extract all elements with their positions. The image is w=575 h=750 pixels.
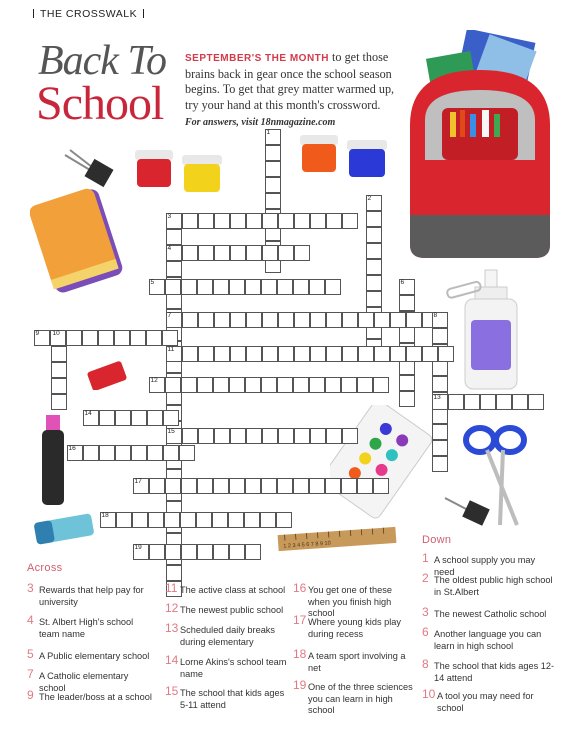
grid-cell[interactable] xyxy=(182,312,198,328)
grid-cell[interactable] xyxy=(197,544,213,560)
grid-cell[interactable] xyxy=(130,330,146,346)
grid-cell[interactable] xyxy=(83,445,99,461)
clue-text: A tool you may need for school xyxy=(437,691,534,713)
clue-number: 3 xyxy=(27,581,34,595)
grid-cell[interactable] xyxy=(366,211,382,227)
clue-text: The active class at school xyxy=(180,585,286,595)
clue-text: The newest Catholic school xyxy=(434,609,547,619)
grid-cell[interactable] xyxy=(214,245,230,261)
grid-cell[interactable] xyxy=(229,377,245,393)
clue-text: The school that kids ages 12-14 attend xyxy=(434,661,555,683)
grid-cell[interactable] xyxy=(166,229,182,245)
grid-cell[interactable] xyxy=(374,346,390,362)
grid-cell[interactable] xyxy=(213,279,229,295)
grid-cell[interactable] xyxy=(149,544,165,560)
clue-text: The leader/boss at a school xyxy=(39,692,152,702)
grid-cell[interactable] xyxy=(373,377,389,393)
grid-cell[interactable] xyxy=(149,478,165,494)
grid-cell[interactable] xyxy=(265,177,281,193)
grid-cell[interactable] xyxy=(496,394,512,410)
grid-cell[interactable] xyxy=(325,279,341,295)
grid-cell[interactable] xyxy=(310,428,326,444)
clue-text: Scheduled daily breaks during elementary xyxy=(180,625,275,647)
grid-cell[interactable] xyxy=(51,394,67,410)
across-clue xyxy=(27,667,152,694)
across-clue xyxy=(293,581,413,620)
clue-text: The oldest public high school in St.Albert xyxy=(434,575,553,597)
grid-cell[interactable] xyxy=(399,391,415,407)
clue-text: Another language you can learn in high school xyxy=(434,629,542,651)
grid-cell[interactable] xyxy=(198,428,214,444)
section-label: THE CROSSWALK xyxy=(40,8,138,20)
grid-number: 3 xyxy=(167,213,172,220)
answers-note: For answers, visit 18nmagazine.com xyxy=(185,117,336,128)
grid-cell[interactable] xyxy=(212,512,228,528)
grid-cell[interactable] xyxy=(179,445,195,461)
grid-cell[interactable] xyxy=(366,275,382,291)
clue-number: 11 xyxy=(165,581,178,595)
grid-cell[interactable] xyxy=(432,408,448,424)
grid-number: 6 xyxy=(400,279,405,286)
across-clue xyxy=(165,601,290,617)
clue-text: The newest public school xyxy=(180,605,284,615)
across-clue xyxy=(27,581,152,608)
grid-cell[interactable] xyxy=(198,245,214,261)
grid-cell[interactable] xyxy=(325,377,341,393)
grid-cell[interactable] xyxy=(182,346,198,362)
grid-cell[interactable] xyxy=(131,445,147,461)
clue-text: A team sport involving a net xyxy=(308,651,406,673)
grid-cell[interactable] xyxy=(276,512,292,528)
grid-cell[interactable] xyxy=(115,445,131,461)
clue-number: 8 xyxy=(422,657,429,671)
grid-cell[interactable] xyxy=(390,346,406,362)
grid-cell[interactable] xyxy=(214,346,230,362)
grid-cell[interactable] xyxy=(399,295,415,311)
grid-cell[interactable] xyxy=(294,245,310,261)
grid-cell[interactable] xyxy=(342,312,358,328)
clue-number: 5 xyxy=(27,647,34,661)
grid-cell[interactable] xyxy=(357,478,373,494)
grid-cell[interactable] xyxy=(99,445,115,461)
grid-cell[interactable] xyxy=(165,478,181,494)
grid-cell[interactable] xyxy=(406,346,422,362)
grid-cell[interactable] xyxy=(213,377,229,393)
clue-text: You get one of these when you finish high school xyxy=(308,585,392,618)
grid-cell[interactable] xyxy=(309,377,325,393)
grid-cell[interactable] xyxy=(246,346,262,362)
grid-cell[interactable] xyxy=(197,478,213,494)
grid-cell[interactable] xyxy=(214,213,230,229)
grid-cell[interactable] xyxy=(163,410,179,426)
grid-cell[interactable] xyxy=(181,377,197,393)
grid-number: 17 xyxy=(134,478,142,485)
grid-cell[interactable] xyxy=(326,346,342,362)
clue-number: 6 xyxy=(422,625,429,639)
clue-number: 4 xyxy=(27,613,34,627)
grid-cell[interactable] xyxy=(51,378,67,394)
grid-cell[interactable] xyxy=(278,245,294,261)
clue-number: 12 xyxy=(165,601,179,615)
grid-cell[interactable] xyxy=(166,293,182,309)
clue-number: 16 xyxy=(293,581,307,595)
grid-cell[interactable] xyxy=(358,346,374,362)
across-clue xyxy=(165,581,290,597)
grid-cell[interactable] xyxy=(262,312,278,328)
grid-cell[interactable] xyxy=(230,428,246,444)
grid-cell[interactable] xyxy=(114,330,130,346)
grid-cell[interactable] xyxy=(528,394,544,410)
grid-cell[interactable] xyxy=(309,478,325,494)
grid-cell[interactable] xyxy=(182,428,198,444)
down-clue xyxy=(422,571,557,598)
grid-cell[interactable] xyxy=(294,346,310,362)
down-clue xyxy=(422,687,557,714)
grid-cell[interactable] xyxy=(278,428,294,444)
clue-number: 18 xyxy=(293,647,307,661)
grid-cell[interactable] xyxy=(180,512,196,528)
grid-cell[interactable] xyxy=(82,330,98,346)
grid-cell[interactable] xyxy=(229,279,245,295)
grid-number: 5 xyxy=(150,279,155,286)
grid-cell[interactable] xyxy=(366,227,382,243)
intro-body: to get those brains back in gear once the school season begins. To get that grey matter warmed up, try your hand at this month's crossword. xyxy=(185,50,395,112)
grid-cell[interactable] xyxy=(310,213,326,229)
grid-cell[interactable] xyxy=(432,360,448,376)
across-clue xyxy=(165,684,290,711)
clue-number: 10 xyxy=(422,687,436,701)
grid-cell[interactable] xyxy=(366,291,382,307)
grid-cell[interactable] xyxy=(214,312,230,328)
grid-cell[interactable] xyxy=(51,362,67,378)
clue-number: 7 xyxy=(27,667,34,681)
grid-cell[interactable] xyxy=(162,330,178,346)
grid-cell[interactable] xyxy=(261,279,277,295)
grid-cell[interactable] xyxy=(245,478,261,494)
intro-lead: SEPTEMBER'S THE MONTH xyxy=(185,53,329,64)
grid-cell[interactable] xyxy=(147,445,163,461)
grid-cell[interactable] xyxy=(146,330,162,346)
grid-cell[interactable] xyxy=(278,312,294,328)
title-line-2: School xyxy=(36,77,164,130)
grid-cell[interactable] xyxy=(278,213,294,229)
grid-cell[interactable] xyxy=(245,377,261,393)
grid-cell[interactable] xyxy=(230,312,246,328)
grid-cell[interactable] xyxy=(260,512,276,528)
clue-text: One of the three sciences you can learn in high school xyxy=(308,682,413,715)
grid-cell[interactable] xyxy=(246,428,262,444)
grid-cell[interactable] xyxy=(262,213,278,229)
grid-cell[interactable] xyxy=(265,145,281,161)
clue-text: A Public elementary school xyxy=(39,651,150,661)
grid-cell[interactable] xyxy=(310,312,326,328)
across-clue xyxy=(27,688,152,704)
grid-cell[interactable] xyxy=(196,512,212,528)
grid-number: 11 xyxy=(167,346,175,353)
grid-cell[interactable] xyxy=(399,375,415,391)
grid-cell[interactable] xyxy=(229,478,245,494)
grid-cell[interactable] xyxy=(422,346,438,362)
grid-number: 13 xyxy=(433,394,441,401)
grid-cell[interactable] xyxy=(228,512,244,528)
grid-cell[interactable] xyxy=(341,377,357,393)
grid-cell[interactable] xyxy=(399,327,415,343)
grid-cell[interactable] xyxy=(230,346,246,362)
grid-cell[interactable] xyxy=(326,312,342,328)
grid-cell[interactable] xyxy=(265,193,281,209)
grid-cell[interactable] xyxy=(374,312,390,328)
grid-number: 10 xyxy=(52,330,60,337)
grid-cell[interactable] xyxy=(245,279,261,295)
clue-text: Where young kids play during recess xyxy=(308,617,401,639)
clue-text: Rewards that help pay for university xyxy=(39,585,144,607)
grid-cell[interactable] xyxy=(246,245,262,261)
grid-cell[interactable] xyxy=(464,394,480,410)
across-clue xyxy=(165,653,290,680)
grid-cell[interactable] xyxy=(309,279,325,295)
clue-text: A Catholic elementary school xyxy=(39,671,129,693)
grid-cell[interactable] xyxy=(164,512,180,528)
grid-cell[interactable] xyxy=(432,424,448,440)
grid-cell[interactable] xyxy=(432,440,448,456)
clue-text: Lorne Akins's school team name xyxy=(180,657,287,679)
grid-cell[interactable] xyxy=(262,245,278,261)
grid-number: 12 xyxy=(150,377,158,384)
grid-cell[interactable] xyxy=(262,346,278,362)
clue-number: 19 xyxy=(293,678,307,692)
grid-cell[interactable] xyxy=(246,213,262,229)
ruler-label: 1 2 3 4 5 6 7 8 9 10 xyxy=(283,540,331,550)
clue-number: 13 xyxy=(165,621,179,635)
grid-cell[interactable] xyxy=(244,512,260,528)
grid-cell[interactable] xyxy=(198,346,214,362)
across-clue xyxy=(293,613,413,640)
grid-cell[interactable] xyxy=(277,478,293,494)
grid-cell[interactable] xyxy=(406,312,422,328)
grid-cell[interactable] xyxy=(230,213,246,229)
grid-number: 4 xyxy=(167,245,172,252)
grid-cell[interactable] xyxy=(342,213,358,229)
across-clue xyxy=(27,613,152,640)
grid-cell[interactable] xyxy=(197,279,213,295)
clue-number: 3 xyxy=(422,605,429,619)
grid-cell[interactable] xyxy=(99,410,115,426)
grid-cell[interactable] xyxy=(165,544,181,560)
grid-cell[interactable] xyxy=(181,544,197,560)
down-clue xyxy=(422,625,557,652)
clue-number: 9 xyxy=(27,688,34,702)
grid-cell[interactable] xyxy=(358,312,374,328)
grid-cell[interactable] xyxy=(357,377,373,393)
clue-text: St. Albert High's school team name xyxy=(39,617,134,639)
down-clue xyxy=(422,657,557,684)
grid-cell[interactable] xyxy=(341,478,357,494)
grid-cell[interactable] xyxy=(51,346,67,362)
grid-cell[interactable] xyxy=(213,544,229,560)
grid-cell[interactable] xyxy=(165,279,181,295)
grid-number: 19 xyxy=(134,544,142,551)
grid-cell[interactable] xyxy=(390,312,406,328)
grid-cell[interactable] xyxy=(115,410,131,426)
down-clue xyxy=(422,605,557,621)
grid-cell[interactable] xyxy=(293,478,309,494)
grid-cell[interactable] xyxy=(261,377,277,393)
grid-cell[interactable] xyxy=(147,410,163,426)
grid-cell[interactable] xyxy=(294,312,310,328)
clue-text: The school that kids ages 5-11 attend xyxy=(180,688,285,710)
grid-cell[interactable] xyxy=(116,512,132,528)
grid-cell[interactable] xyxy=(182,245,198,261)
grid-number: 7 xyxy=(167,312,172,319)
across-clue xyxy=(27,647,152,663)
grid-cell[interactable] xyxy=(366,259,382,275)
grid-cell[interactable] xyxy=(293,279,309,295)
grid-cell[interactable] xyxy=(66,330,82,346)
grid-cell[interactable] xyxy=(326,213,342,229)
grid-cell[interactable] xyxy=(294,213,310,229)
grid-cell[interactable] xyxy=(438,346,454,362)
grid-cell[interactable] xyxy=(245,544,261,560)
grid-cell[interactable] xyxy=(326,428,342,444)
grid-cell[interactable] xyxy=(262,428,278,444)
grid-cell[interactable] xyxy=(373,478,389,494)
grid-cell[interactable] xyxy=(246,312,262,328)
grid-number: 9 xyxy=(35,330,40,337)
clue-number: 15 xyxy=(165,684,179,698)
grid-cell[interactable] xyxy=(230,245,246,261)
across-clue xyxy=(165,621,290,648)
grid-cell[interactable] xyxy=(181,279,197,295)
grid-cell[interactable] xyxy=(310,346,326,362)
grid-cell[interactable] xyxy=(277,279,293,295)
grid-cell[interactable] xyxy=(214,428,230,444)
grid-cell[interactable] xyxy=(213,478,229,494)
grid-cell[interactable] xyxy=(265,161,281,177)
title-line-1: Back To xyxy=(38,38,166,84)
grid-cell[interactable] xyxy=(294,428,310,444)
grid-cell[interactable] xyxy=(448,394,464,410)
grid-cell[interactable] xyxy=(198,213,214,229)
grid-cell[interactable] xyxy=(131,410,147,426)
grid-cell[interactable] xyxy=(366,243,382,259)
grid-cell[interactable] xyxy=(229,544,245,560)
grid-cell[interactable] xyxy=(342,346,358,362)
grid-cell[interactable] xyxy=(261,478,277,494)
clue-number: 1 xyxy=(422,551,429,565)
grid-cell[interactable] xyxy=(278,346,294,362)
grid-cell[interactable] xyxy=(166,565,182,581)
grid-cell[interactable] xyxy=(182,213,198,229)
clue-text: A school supply you may need xyxy=(434,555,536,577)
grid-cell[interactable] xyxy=(325,478,341,494)
grid-cell[interactable] xyxy=(163,445,179,461)
grid-cell[interactable] xyxy=(197,377,213,393)
grid-cell[interactable] xyxy=(148,512,164,528)
grid-cell[interactable] xyxy=(480,394,496,410)
grid-cell[interactable] xyxy=(277,377,293,393)
down-heading: Down xyxy=(422,534,452,546)
grid-cell[interactable] xyxy=(432,328,448,344)
across-clue xyxy=(293,678,418,717)
clue-number: 17 xyxy=(293,613,307,627)
grid-cell[interactable] xyxy=(512,394,528,410)
grid-number: 18 xyxy=(101,512,109,519)
grid-cell[interactable] xyxy=(342,428,358,444)
grid-cell[interactable] xyxy=(432,456,448,472)
grid-cell[interactable] xyxy=(132,512,148,528)
grid-cell[interactable] xyxy=(181,478,197,494)
grid-number: 8 xyxy=(433,312,438,319)
grid-cell[interactable] xyxy=(166,261,182,277)
grid-cell[interactable] xyxy=(198,312,214,328)
across-heading: Across xyxy=(27,562,63,574)
grid-number: 14 xyxy=(84,410,92,417)
clue-number: 14 xyxy=(165,653,179,667)
clue-number: 2 xyxy=(422,571,429,585)
grid-cell[interactable] xyxy=(432,376,448,392)
grid-number: 16 xyxy=(68,445,76,452)
grid-cell[interactable] xyxy=(98,330,114,346)
grid-cell[interactable] xyxy=(293,377,309,393)
grid-cell[interactable] xyxy=(165,377,181,393)
grid-number: 1 xyxy=(266,129,271,136)
across-clue xyxy=(293,647,413,674)
grid-number: 2 xyxy=(367,195,372,202)
grid-number: 15 xyxy=(167,428,175,435)
